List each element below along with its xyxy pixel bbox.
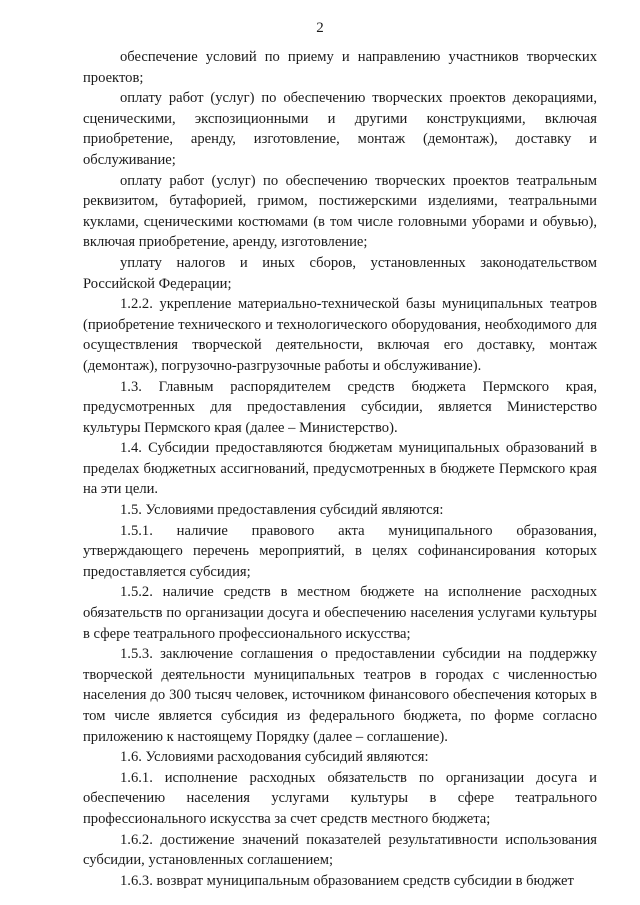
paragraph-1-5-3: 1.5.3. заключение соглашения о предоставлении субсидии на поддержку творческой деятельности муниципальных театров в городах с численностью населения до 300 тысяч человек, источником финансового обеспечения которых в том числе является субсидия из федерального бюджета, по форме согласно приложению к настоящему Порядку (далее – соглашение). [83, 646, 597, 745]
paragraph-1-6-1: 1.6.1. исполнение расходных обязательств по организации досуга и обеспечению населения услугами культуры в сфере театрального профессионального искусства за счет средств местного бюджета; [83, 769, 597, 827]
paragraph-1-6-3: 1.6.3. возврат муниципальным образованием средств субсидии в бюджет [120, 872, 574, 889]
paragraph-1-3: 1.3. Главным распорядителем средств бюджета Пермского края, предусмотренных для предоставления субсидии, является Министерство культуры Пермского края (далее – Министерство). [83, 378, 597, 436]
paragraph-1-6-2: 1.6.2. достижение значений показателей результативности использования субсидии, установленных соглашением; [83, 831, 597, 869]
paragraph-taxes: уплату налогов и иных сборов, установленных законодательством Российской Федерации; [83, 254, 597, 292]
paragraph-1-5-1: 1.5.1. наличие правового акта муниципального образования, утверждающего перечень мероприятий, в целях софинансирования которых предоставляется субсидия; [83, 522, 597, 580]
paragraph-props: оплату работ (услуг) по обеспечению творческих проектов театральным реквизитом, бутафорией, гримом, постижерскими изделиями, театральными куклами, сценическими костюмами (в том числе головными уборами и обувью), включая приобретение, аренду, изготовление; [83, 172, 597, 251]
page-number: 2 [316, 20, 324, 36]
paragraph-1-4: 1.4. Субсидии предоставляются бюджетам муниципальных образований в пределах бюджетных ассигнований, предусмотренных в бюджете Пермского края на эти цели. [83, 440, 597, 498]
paragraph-decorations: оплату работ (услуг) по обеспечению творческих проектов декорациями, сценическими, экспозиционными и другими конструкциями, включая приобретение, аренду, изготовление, монтаж (демонтаж), доставку и обслуживание; [83, 90, 597, 168]
paragraph-participants: обеспечение условий по приему и направлению участников творческих проектов; [83, 49, 597, 86]
paragraph-1-5: 1.5. Условиями предоставления субсидий являются: [120, 502, 444, 519]
document-body [83, 47, 597, 891]
paragraph-1-5-2: 1.5.2. наличие средств в местном бюджете на исполнение расходных обязательств по организации досуга и обеспечению населения услугами культуры в сфере театрального профессионального искусства; [83, 584, 597, 642]
paragraph-1-6: 1.6. Условиями расходования субсидий являются: [120, 749, 429, 766]
paragraph-1-2-2: 1.2.2. укрепление материально-технической базы муниципальных театров (приобретение технического и технологического оборудования, необходимого для осуществления творческой деятельности, включая его доставку, монтаж (демонтаж), погрузочно-разгрузочные работы и обслуживание). [83, 296, 597, 374]
